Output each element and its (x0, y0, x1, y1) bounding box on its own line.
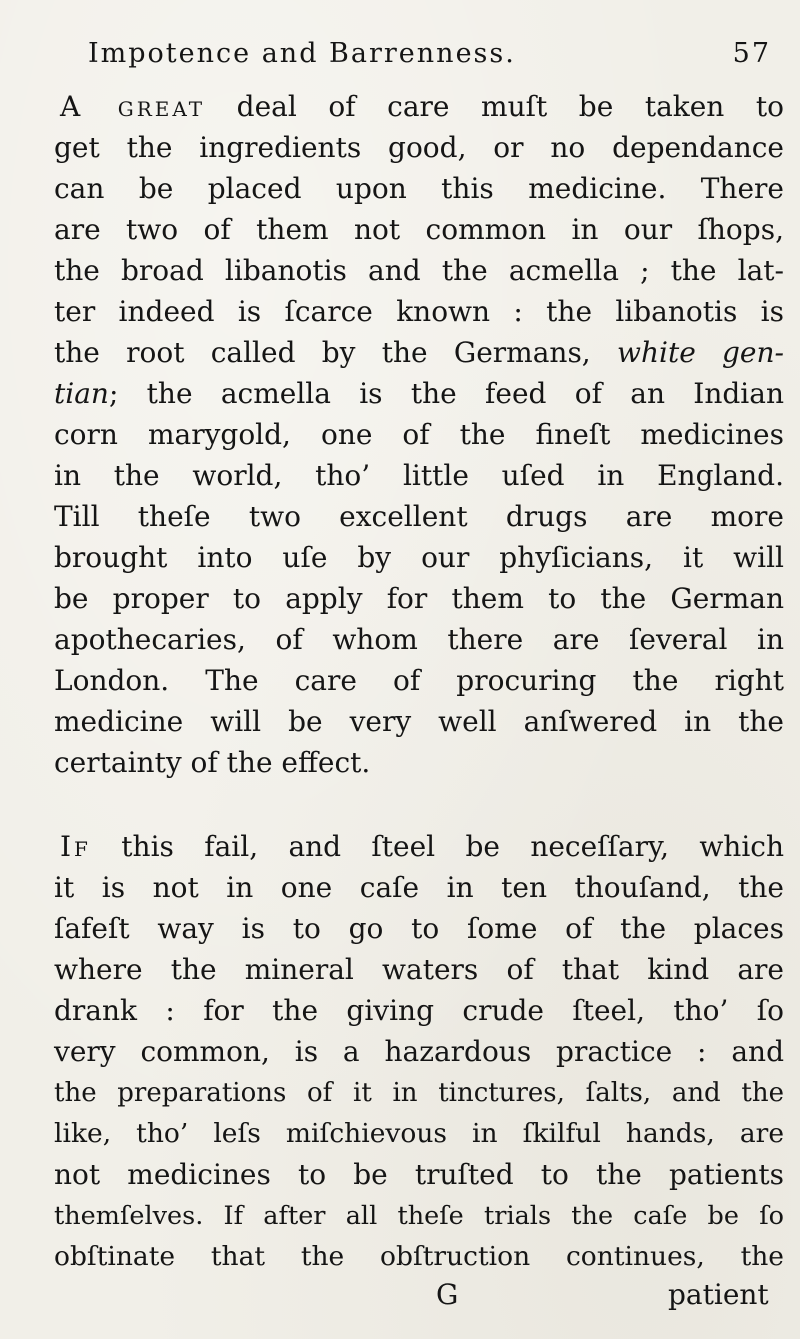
text-line: are two of them not common in our ſhops, (54, 213, 784, 246)
text-line: get the ingredients good, or no dependance (54, 131, 784, 164)
text-line: obſtinate that the obſtruction continues, the (54, 1241, 784, 1272)
text-line: can be placed upon this medicine. There (54, 172, 784, 205)
text-line: medicine will be very well anſwered in the (54, 705, 784, 738)
page-footer (54, 1276, 784, 1314)
catchword: patient (668, 1278, 769, 1311)
text-line: the broad libanotis and the acmella ; the lat- (54, 254, 784, 287)
text-line: be proper to apply for them to the German (54, 582, 784, 615)
text-line: the root called by the Germans, white gen- (54, 336, 785, 369)
running-head-title: Impotence and Barrenness. (88, 38, 516, 69)
text-line: drank : for the giving crude ſteel, tho’ ſo (54, 994, 784, 1027)
italic-term: tian (54, 377, 109, 410)
text-line: brought into uſe by our phyſicians, it will (54, 541, 784, 574)
text-line: not medicines to be truſted to the patients (54, 1158, 784, 1191)
text-line: Till theſe two excellent drugs are more (54, 500, 784, 533)
text-line: If this fail, and ſteel be neceſſary, which (60, 830, 784, 863)
text-line: London. The care of procuring the right (54, 664, 784, 697)
text-line: tian; the acmella is the feed of an Indian (54, 377, 784, 410)
italic-term: white gen- (616, 336, 785, 369)
text-line: ter indeed is ſcarce known : the libanotis is (54, 295, 784, 328)
text-line: very common, is a hazardous practice : and (54, 1035, 784, 1068)
text-line: themſelves. If after all theſe trials the caſe be ſo (54, 1201, 784, 1231)
running-head (88, 38, 788, 82)
paragraph-opening: If (60, 830, 91, 863)
text-line: ſafeſt way is to go to ſome of the places (54, 912, 784, 945)
text-line: like, tho’ leſs miſchievous in ſkilful hands, are (54, 1118, 784, 1149)
text-line: where the mineral waters of that kind are (54, 953, 784, 986)
signature-mark: G (436, 1278, 459, 1311)
text-line: certainty of the effect. (54, 746, 371, 779)
text-line: in the world, tho’ little uſed in England. (54, 459, 784, 492)
text-line: the preparations of it in tinctures, ſalts, and the (54, 1078, 784, 1108)
text-line: corn marygold, one of the fineſt medicines (54, 418, 784, 451)
text-line: it is not in one caſe in ten thouſand, the (54, 871, 784, 904)
text-line: apothecaries, of whom there are ſeveral in (54, 623, 784, 656)
text-line: A great deal of care muſt be taken to (60, 90, 784, 123)
page-number: 57 (732, 38, 771, 69)
paragraph-opening: A great (60, 90, 206, 123)
